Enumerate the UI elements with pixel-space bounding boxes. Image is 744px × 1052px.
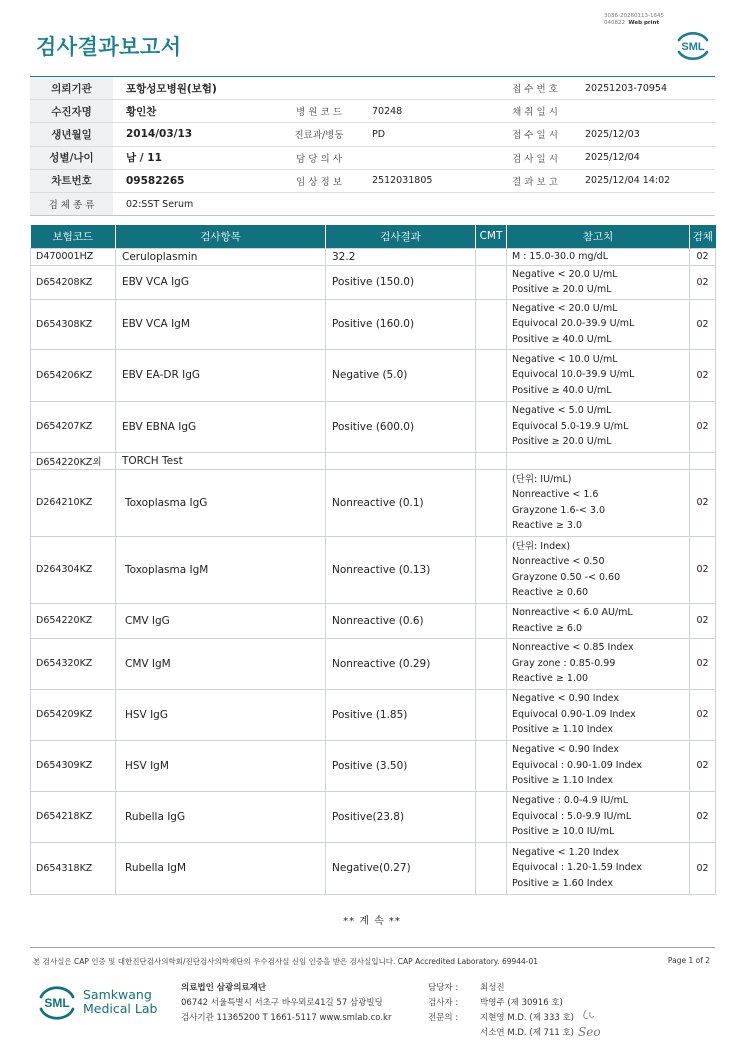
request-org-label: 의뢰기관 bbox=[30, 77, 113, 99]
reference-line: Nonreactive < 6.0 AU/mL bbox=[512, 607, 633, 618]
reference-range bbox=[507, 740, 690, 791]
specimen-code: 02 bbox=[690, 265, 716, 299]
specimen-type-value: 02:SST Serum bbox=[126, 198, 194, 210]
reference-range bbox=[507, 791, 690, 842]
insurance-code: D470001HZ bbox=[31, 248, 116, 265]
clinical-info-value: 2512031805 bbox=[372, 175, 433, 187]
staff-name: 지현영 M.D. (제 333 호) bbox=[480, 1013, 575, 1023]
report-date-value: 2025/12/04 14:02 bbox=[585, 175, 671, 187]
table-row bbox=[31, 740, 716, 791]
footer-logo-name-2: Medical Lab bbox=[83, 1001, 158, 1016]
test-cmt bbox=[476, 452, 507, 469]
reference-line: Negative < 10.0 U/mL bbox=[512, 353, 618, 365]
reference-line: Negative < 20.0 U/mL bbox=[512, 302, 618, 314]
collect-date-label: 채 취 일 시 bbox=[512, 107, 558, 119]
reference-range bbox=[507, 401, 690, 452]
reference-line: Positive ≥ 20.0 U/mL bbox=[512, 436, 612, 448]
test-cmt bbox=[476, 689, 507, 740]
name-label: 수진자명 bbox=[30, 100, 113, 122]
header-result: 검사결과 bbox=[326, 225, 476, 248]
reference-line: Negative < 0.90 Index bbox=[512, 744, 619, 756]
specimen-code: 02 bbox=[690, 349, 716, 401]
reference-line: M : 15.0-30.0 mg/dL bbox=[512, 250, 608, 262]
table-row bbox=[31, 265, 716, 299]
test-result: Positive (150.0) bbox=[326, 265, 476, 299]
staff-name: 박영주 (제 30916 호) bbox=[480, 998, 563, 1008]
test-result: Positive(23.8) bbox=[326, 791, 476, 842]
specimen-code bbox=[690, 452, 716, 469]
sml-logo-text: SML bbox=[681, 41, 705, 53]
reference-range bbox=[507, 452, 690, 469]
dob-label: 생년월일 bbox=[30, 123, 113, 145]
staff-name: 서소연 M.D. (제 711 호) bbox=[480, 1028, 575, 1038]
footer-logo bbox=[36, 982, 157, 1022]
request-org-value: 포항성모병원(보험) bbox=[126, 82, 217, 95]
page-number: Page 1 of 2 bbox=[667, 956, 710, 965]
results-header-row bbox=[31, 225, 716, 248]
reference-line: Equivocal 5.0-19.9 U/mL bbox=[512, 420, 629, 432]
header-code: 보험코드 bbox=[31, 225, 116, 248]
reference-line: Negative < 1.20 Index bbox=[512, 846, 619, 858]
signature-icon bbox=[576, 1004, 610, 1044]
test-item: Toxoplasma IgM bbox=[116, 536, 326, 603]
reference-line: Grayzone 1.6-< 3.0 bbox=[512, 504, 606, 516]
reference-line: Reactive ≥ 3.0 bbox=[512, 520, 583, 531]
reference-line: Reactive ≥ 6.0 bbox=[512, 622, 583, 634]
footer-logo-name-1: Samkwang bbox=[83, 987, 152, 1002]
reference-line: Positive ≥ 40.0 U/mL bbox=[512, 384, 612, 396]
cert-text: 본 검사실은 CAP 인증 및 대한진단검사의학회/진단검사의학재단의 우수검사실 신임 인증을 받은 검사실입니다. CAP Accredited Laboratory. 69944-01 bbox=[33, 957, 539, 966]
continue-marker: ** 계 속 ** bbox=[343, 916, 401, 927]
reference-range bbox=[507, 265, 690, 299]
footer-logo-icon bbox=[36, 982, 78, 1022]
reference-line: Negative < 20.0 U/mL bbox=[512, 268, 618, 280]
footer-logo-text: SML bbox=[44, 996, 70, 1010]
table-row bbox=[31, 536, 716, 603]
specimen-code: 02 bbox=[690, 299, 716, 349]
test-item: CMV IgG bbox=[116, 603, 326, 638]
insurance-code: D654208KZ bbox=[31, 265, 116, 299]
test-result: Positive (160.0) bbox=[326, 299, 476, 349]
test-result: Nonreactive (0.13) bbox=[326, 536, 476, 603]
test-date-label: 검 사 일 시 bbox=[512, 153, 558, 165]
reference-line: Equivocal : 5.0-9.9 IU/mL bbox=[512, 810, 632, 822]
table-row bbox=[31, 638, 716, 689]
receipt-no-label: 접 수 번 호 bbox=[512, 84, 558, 96]
report-date-label: 결 과 보 고 bbox=[512, 176, 558, 188]
signature bbox=[576, 1004, 610, 1044]
specimen-code: 02 bbox=[690, 740, 716, 791]
test-result: Positive (1.85) bbox=[326, 689, 476, 740]
specimen-code: 02 bbox=[690, 603, 716, 638]
test-item: Ceruloplasmin bbox=[116, 248, 326, 265]
print-meta bbox=[604, 13, 664, 27]
table-row bbox=[31, 603, 716, 638]
test-result: Nonreactive (0.29) bbox=[326, 638, 476, 689]
reference-line: Equivocal : 0.90-1.09 Index bbox=[512, 759, 642, 771]
report-title: 검사결과보고서 bbox=[36, 35, 182, 59]
test-result bbox=[326, 452, 476, 469]
staff-name: 최성진 bbox=[480, 983, 505, 993]
dept-value: PD bbox=[372, 128, 386, 140]
specimen-code: 02 bbox=[690, 469, 716, 536]
reference-line: Equivocal : 1.20-1.59 Index bbox=[512, 862, 642, 874]
doctor-label: 담 당 의 사 bbox=[296, 153, 342, 165]
table-row bbox=[31, 299, 716, 349]
insurance-code: D264210KZ bbox=[31, 469, 116, 536]
reference-line: Nonreactive < 0.50 bbox=[512, 556, 605, 567]
reference-line: Nonreactive < 0.85 Index bbox=[512, 642, 634, 654]
test-item: Rubella IgM bbox=[116, 842, 326, 894]
reference-line: Positive ≥ 20.0 U/mL bbox=[512, 284, 612, 295]
staff-label: 검사자 : bbox=[428, 998, 459, 1008]
insurance-code: D654220KZ bbox=[31, 603, 116, 638]
test-cmt bbox=[476, 469, 507, 536]
test-item: TORCH Test bbox=[116, 452, 326, 469]
test-cmt bbox=[476, 791, 507, 842]
table-row bbox=[31, 791, 716, 842]
info-row-dob bbox=[30, 123, 715, 146]
table-row bbox=[31, 469, 716, 536]
test-cmt bbox=[476, 603, 507, 638]
info-row-name bbox=[30, 100, 715, 123]
info-row-sex bbox=[30, 147, 715, 170]
test-cmt bbox=[476, 401, 507, 452]
test-item: EBV VCA IgM bbox=[116, 299, 326, 349]
test-item: HSV IgM bbox=[116, 740, 326, 791]
insurance-code: D654320KZ bbox=[31, 638, 116, 689]
org-contact: 검사기관 11365200 T 1661-5117 www.smlab.co.kr bbox=[181, 1013, 392, 1023]
specimen-type-label: 검 체 종 류 bbox=[30, 193, 113, 215]
specimen-code: 02 bbox=[690, 791, 716, 842]
org-address: 06742 서울특별시 서초구 바우뫼로41길 57 삼광빌딩 bbox=[181, 998, 383, 1008]
reference-line: Equivocal 10.0-39.9 U/mL bbox=[512, 369, 635, 381]
staff-label: 담당자 : bbox=[428, 983, 459, 993]
insurance-code: D654309KZ bbox=[31, 740, 116, 791]
print-meta-line2: 040822 bbox=[604, 20, 625, 26]
test-result: Positive (3.50) bbox=[326, 740, 476, 791]
specimen-code: 02 bbox=[690, 638, 716, 689]
specimen-code: 02 bbox=[690, 689, 716, 740]
reference-line: Negative : 0.0-4.9 IU/mL bbox=[512, 795, 629, 807]
name-value: 황인찬 bbox=[126, 105, 157, 118]
sex-age-label: 성별/나이 bbox=[30, 147, 113, 169]
test-item: EBV EBNA IgG bbox=[116, 401, 326, 452]
table-row bbox=[31, 401, 716, 452]
info-row-org bbox=[30, 77, 715, 100]
insurance-code: D654218KZ bbox=[31, 791, 116, 842]
specimen-code: 02 bbox=[690, 248, 716, 265]
header-item: 검사항목 bbox=[116, 225, 326, 248]
sml-logo bbox=[673, 26, 713, 64]
insurance-code: D654220KZ외 bbox=[31, 452, 116, 469]
table-row bbox=[31, 689, 716, 740]
print-meta-tag: Web print bbox=[628, 20, 660, 26]
insurance-code: D654318KZ bbox=[31, 842, 116, 894]
reference-line: Positive ≥ 40.0 U/mL bbox=[512, 333, 612, 345]
test-item: Rubella IgG bbox=[116, 791, 326, 842]
reference-range bbox=[507, 638, 690, 689]
staff-info bbox=[428, 981, 574, 1041]
chart-no-value: 09582265 bbox=[126, 174, 185, 187]
reference-line: Positive ≥ 10.0 IU/mL bbox=[512, 826, 615, 838]
patient-info bbox=[30, 76, 715, 216]
reference-range bbox=[507, 248, 690, 265]
hospital-code-value: 70248 bbox=[372, 105, 403, 117]
reference-line: Equivocal 0.90-1.09 Index bbox=[512, 708, 636, 720]
org-name: 의료법인 삼광의료재단 bbox=[181, 983, 267, 993]
reference-range bbox=[507, 689, 690, 740]
footer-divider bbox=[30, 947, 715, 948]
reference-line: Positive ≥ 1.10 Index bbox=[512, 775, 613, 787]
reference-line: Positive ≥ 1.10 Index bbox=[512, 724, 613, 736]
specimen-code: 02 bbox=[690, 536, 716, 603]
table-row bbox=[31, 842, 716, 894]
test-result: Negative (5.0) bbox=[326, 349, 476, 401]
test-cmt bbox=[476, 740, 507, 791]
reference-line: Positive ≥ 1.60 Index bbox=[512, 877, 613, 889]
specimen-code: 02 bbox=[690, 401, 716, 452]
chart-no-label: 차트번호 bbox=[30, 170, 113, 192]
reference-range bbox=[507, 842, 690, 894]
test-result: Nonreactive (0.1) bbox=[326, 469, 476, 536]
reference-range bbox=[507, 469, 690, 536]
insurance-code: D654209KZ bbox=[31, 689, 116, 740]
reference-line: Nonreactive < 1.6 bbox=[512, 489, 599, 500]
test-cmt bbox=[476, 638, 507, 689]
sex-age-value: 남 / 11 bbox=[126, 152, 162, 165]
print-meta-line1: 3036-20260113-1645 bbox=[604, 13, 664, 19]
sml-logo-icon bbox=[673, 26, 713, 64]
table-row bbox=[31, 248, 716, 265]
info-row-chart bbox=[30, 170, 715, 193]
reference-range bbox=[507, 536, 690, 603]
reference-line: (단위: IU/mL) bbox=[512, 473, 572, 485]
clinical-info-label: 임 상 정 보 bbox=[296, 176, 342, 188]
insurance-code: D264304KZ bbox=[31, 536, 116, 603]
reference-range bbox=[507, 349, 690, 401]
dept-label: 진료과/병동 bbox=[294, 130, 344, 142]
test-result: Nonreactive (0.6) bbox=[326, 603, 476, 638]
test-cmt bbox=[476, 248, 507, 265]
insurance-code: D654207KZ bbox=[31, 401, 116, 452]
receipt-date-value: 2025/12/03 bbox=[585, 128, 640, 140]
reference-line: Negative < 0.90 Index bbox=[512, 693, 619, 705]
reference-line: Negative < 5.0 U/mL bbox=[512, 405, 612, 417]
doctor-value bbox=[359, 147, 495, 169]
test-item: HSV IgG bbox=[116, 689, 326, 740]
reference-line: Equivocal 20.0-39.9 U/mL bbox=[512, 318, 635, 330]
reference-range bbox=[507, 299, 690, 349]
test-item: EBV EA-DR IgG bbox=[116, 349, 326, 401]
test-item: Toxoplasma IgG bbox=[116, 469, 326, 536]
receipt-date-label: 접 수 일 시 bbox=[512, 130, 558, 142]
dob-value: 2014/03/13 bbox=[126, 128, 193, 141]
header-spec: 검체 bbox=[690, 225, 716, 248]
reference-line: (단위: Index) bbox=[512, 540, 571, 552]
hospital-code-label: 병 원 코 드 bbox=[296, 107, 342, 119]
insurance-code: D654206KZ bbox=[31, 349, 116, 401]
test-date-value: 2025/12/04 bbox=[585, 152, 640, 164]
staff-label: 전문의 : bbox=[428, 1013, 459, 1023]
reference-line: Reactive ≥ 1.00 bbox=[512, 673, 589, 685]
test-cmt bbox=[476, 842, 507, 894]
collect-date-value bbox=[575, 100, 715, 122]
test-item: CMV IgM bbox=[116, 638, 326, 689]
header-cmt: CMT bbox=[476, 225, 507, 248]
test-cmt bbox=[476, 265, 507, 299]
org-info bbox=[181, 981, 391, 1026]
test-result: Negative(0.27) bbox=[326, 842, 476, 894]
header-ref: 참고치 bbox=[507, 225, 690, 248]
signature-text: Seo bbox=[578, 1025, 601, 1039]
table-row bbox=[31, 349, 716, 401]
test-cmt bbox=[476, 536, 507, 603]
test-item: EBV VCA IgG bbox=[116, 265, 326, 299]
reference-range bbox=[507, 603, 690, 638]
insurance-code: D654308KZ bbox=[31, 299, 116, 349]
reference-line: Reactive ≥ 0.60 bbox=[512, 587, 589, 598]
test-cmt bbox=[476, 299, 507, 349]
test-cmt bbox=[476, 349, 507, 401]
info-row-specimen bbox=[30, 193, 715, 216]
reference-line: Grayzone 0.50 -< 0.60 bbox=[512, 571, 621, 583]
receipt-no-value: 20251203-70954 bbox=[585, 82, 668, 94]
table-row bbox=[31, 452, 716, 469]
staff-label bbox=[428, 1026, 480, 1041]
reference-line: Gray zone : 0.85-0.99 bbox=[512, 657, 616, 669]
test-result: 32.2 bbox=[326, 248, 476, 265]
results-body bbox=[31, 248, 716, 894]
results-table bbox=[30, 225, 716, 895]
specimen-code: 02 bbox=[690, 842, 716, 894]
test-result: Positive (600.0) bbox=[326, 401, 476, 452]
